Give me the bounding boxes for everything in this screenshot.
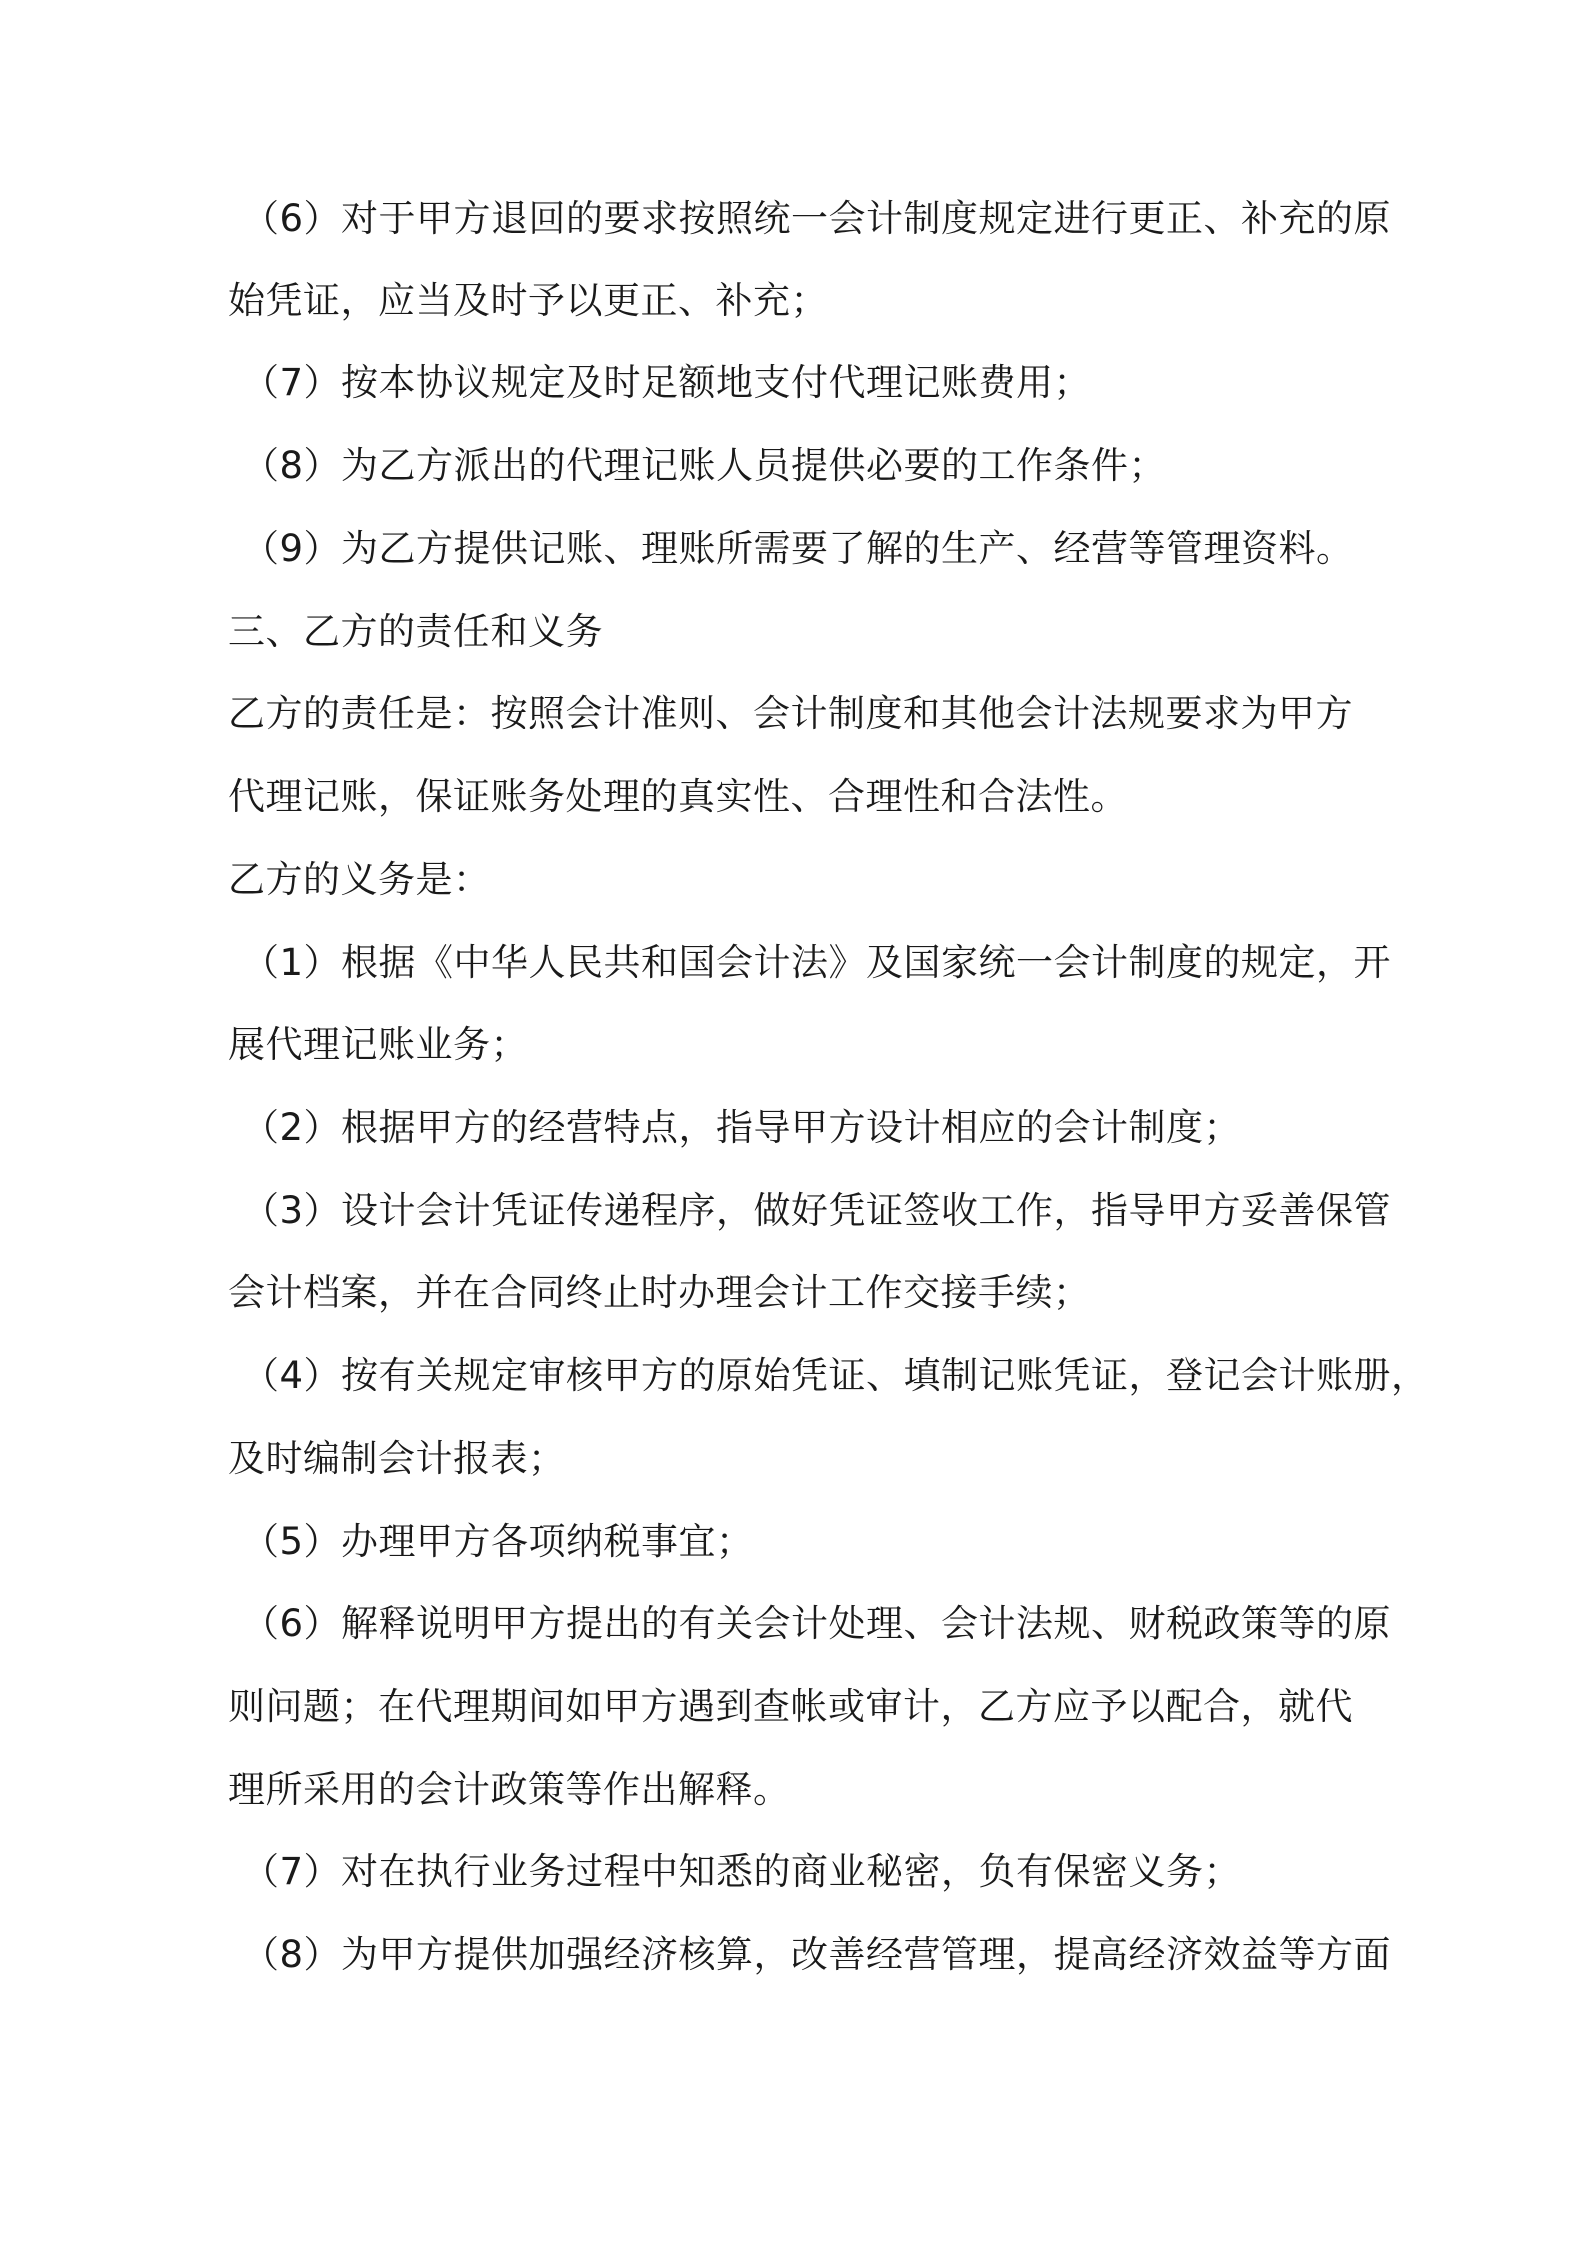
text-line: 展代理记账业务； — [228, 1023, 528, 1066]
text-line: （6）解释说明甲方提出的有关会计处理、会计法规、财税政策等的原 — [242, 1602, 1392, 1645]
text-line: （8）为甲方提供加强经济核算，改善经营管理，提高经济效益等方面 — [242, 1933, 1392, 1976]
text-line: 始凭证，应当及时予以更正、补充； — [228, 279, 828, 322]
text-line: （9）为乙方提供记账、理账所需要了解的生产、经营等管理资料。 — [242, 527, 1354, 570]
text-line: （1）根据《中华人民共和国会计法》及国家统一会计制度的规定，开 — [242, 941, 1392, 984]
text-line: 代理记账，保证账务处理的真实性、合理性和合法性。 — [228, 775, 1128, 818]
text-line: 会计档案，并在合同终止时办理会计工作交接手续； — [228, 1271, 1091, 1314]
text-line: （7）按本协议规定及时足额地支付代理记账费用； — [242, 361, 1092, 404]
text-line: （5）办理甲方各项纳税事宜； — [242, 1520, 754, 1563]
text-line: 及时编制会计报表； — [228, 1437, 566, 1480]
text-line: （7）对在执行业务过程中知悉的商业秘密，负有保密义务； — [242, 1850, 1242, 1893]
text-line: 乙方的义务是： — [228, 858, 491, 901]
text-line: （8）为乙方派出的代理记账人员提供必要的工作条件； — [242, 444, 1167, 487]
section-heading: 三、乙方的责任和义务 — [228, 610, 603, 653]
text-line: 乙方的责任是：按照会计准则、会计制度和其他会计法规要求为甲方 — [228, 692, 1353, 735]
text-line: 则问题；在代理期间如甲方遇到查帐或审计，乙方应予以配合，就代 — [228, 1685, 1353, 1728]
text-line: （4）按有关规定审核甲方的原始凭证、填制记账凭证，登记会计账册， — [242, 1354, 1429, 1397]
text-line: （3）设计会计凭证传递程序，做好凭证签收工作，指导甲方妥善保管 — [242, 1189, 1392, 1232]
text-line: （6）对于甲方退回的要求按照统一会计制度规定进行更正、补充的原 — [242, 197, 1392, 240]
text-line: （2）根据甲方的经营特点，指导甲方设计相应的会计制度； — [242, 1106, 1242, 1149]
text-line: 理所采用的会计政策等作出解释。 — [228, 1768, 791, 1811]
